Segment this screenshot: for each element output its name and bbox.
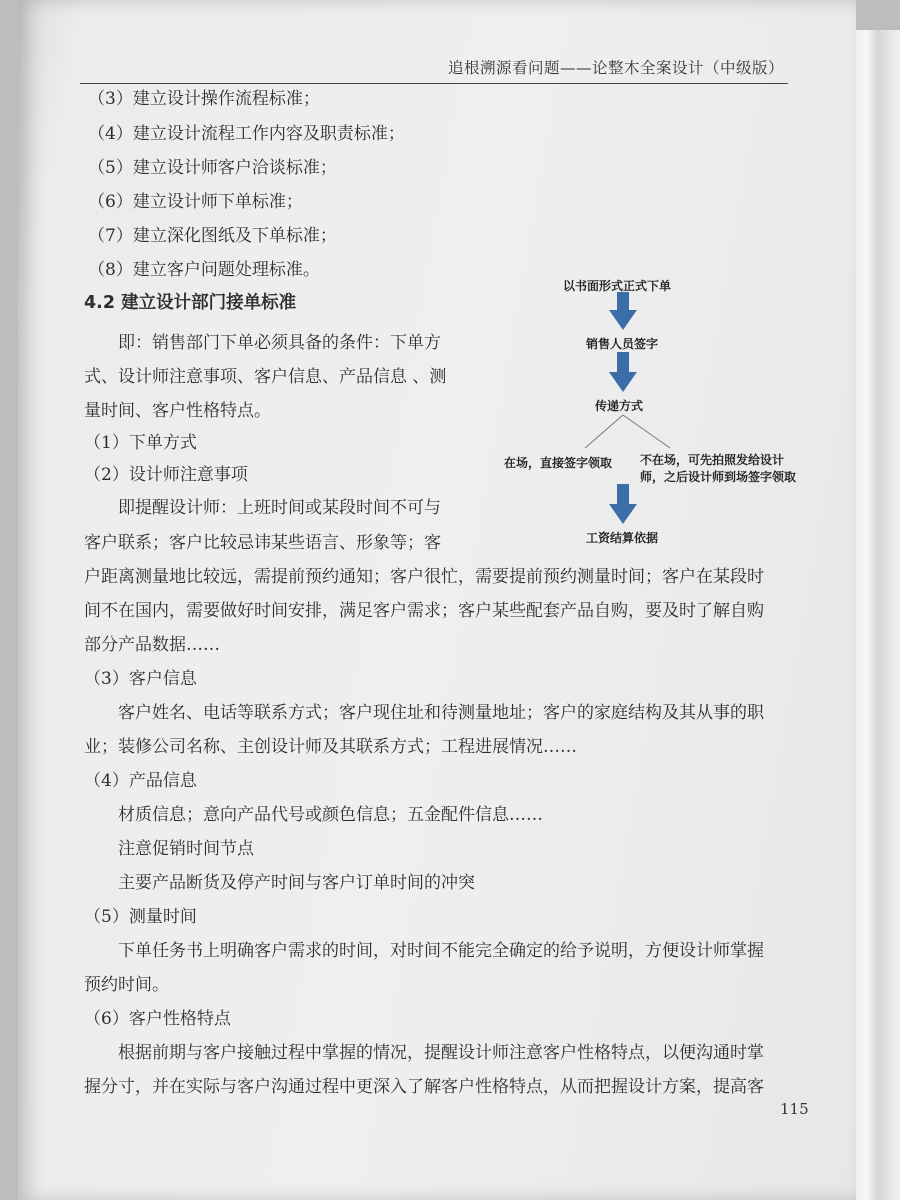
paragraph-line: 客户联系；客户比较忌讳某些语言、形象等；客 xyxy=(84,533,441,553)
subheading: （2）设计师注意事项 xyxy=(84,465,248,485)
list-item: （4）建立设计流程工作内容及职责标准； xyxy=(88,124,405,144)
paragraph-line: 户距离测量地比较远，需提前预约通知；客户很忙，需要提前预约测量时间；客户在某段时 xyxy=(84,567,764,587)
paragraph-line: 量时间、客户性格特点。 xyxy=(84,401,271,421)
flow-step-4: 工资结算依据 xyxy=(586,531,659,545)
paragraph-line: 根据前期与客户接触过程中掌握的情况，提醒设计师注意客户性格特点，以便沟通时掌 xyxy=(118,1043,764,1063)
down-arrow-icon xyxy=(609,292,637,330)
down-arrow-icon xyxy=(609,352,637,392)
paragraph-line: 注意促销时间节点 xyxy=(118,839,254,859)
list-item: （7）建立深化图纸及下单标准； xyxy=(88,226,337,246)
list-item: （8）建立客户问题处理标准。 xyxy=(88,260,320,280)
running-header xyxy=(80,44,788,84)
section-heading: 4.2 建立设计部门接单标准 xyxy=(84,293,297,313)
flow-step-1: 以书面形式正式下单 xyxy=(563,279,672,293)
subheading: （1）下单方式 xyxy=(84,433,197,453)
subheading: （3）客户信息 xyxy=(84,669,197,689)
branch-line-right xyxy=(623,415,670,448)
flow-branch-right-line2: 师，之后设计师到场签字领取 xyxy=(640,470,797,484)
subheading: （5）测量时间 xyxy=(84,907,197,927)
paragraph-line: 预约时间。 xyxy=(84,975,169,995)
flow-step-3: 传递方式 xyxy=(595,399,644,413)
page-number: 115 xyxy=(780,1100,809,1118)
header-rule xyxy=(80,83,788,84)
paragraph-line: 业；装修公司名称、主创设计师及其联系方式；工程进展情况…… xyxy=(84,737,577,757)
paragraph-line: 材质信息；意向产品代号或颜色信息；五金配件信息…… xyxy=(118,805,543,825)
flow-branch-left: 在场，直接签字领取 xyxy=(504,456,613,470)
running-title: 追根溯源看问题——论整木全案设计（中级版） xyxy=(447,59,784,77)
flow-branch-right-line1: 不在场，可先拍照发给设计 xyxy=(640,453,785,467)
list-item: （3）建立设计操作流程标准； xyxy=(88,89,320,109)
subheading: （4）产品信息 xyxy=(84,771,197,791)
paragraph-line: 式、设计师注意事项、客户信息、产品信息 、测 xyxy=(84,367,447,387)
flow-step-2: 销售人员签字 xyxy=(586,337,659,351)
paragraph-line: 即提醒设计师：上班时间或某段时间不可与 xyxy=(118,498,441,518)
branch-line-left xyxy=(585,415,623,448)
paragraph-line: 间不在国内，需要做好时间安排，满足客户需求；客户某些配套产品自购，要及时了解自购 xyxy=(84,601,764,621)
paragraph-line: 下单任务书上明确客户需求的时间，对时间不能完全确定的给予说明，方便设计师掌握 xyxy=(118,941,764,961)
flowchart-graphics xyxy=(488,270,848,560)
paragraph-line: 握分寸，并在实际与客户沟通过程中更深入了解客户性格特点，从而把握设计方案，提高客 xyxy=(84,1077,764,1097)
paragraph-line: 客户姓名、电话等联系方式；客户现住址和待测量地址；客户的家庭结构及其从事的职 xyxy=(118,703,764,723)
list-item: （5）建立设计师客户洽谈标准； xyxy=(88,158,337,178)
order-flowchart xyxy=(488,270,848,560)
down-arrow-icon xyxy=(609,484,637,524)
list-item: （6）建立设计师下单标准； xyxy=(88,192,303,212)
paragraph-line: 部分产品数据…… xyxy=(84,635,220,655)
paragraph-line: 即：销售部门下单必须具备的条件：下单方 xyxy=(118,333,441,353)
book-page xyxy=(18,0,856,1200)
subheading: （6）客户性格特点 xyxy=(84,1009,231,1029)
paragraph-line: 主要产品断货及停产时间与客户订单时间的冲突 xyxy=(118,873,475,893)
